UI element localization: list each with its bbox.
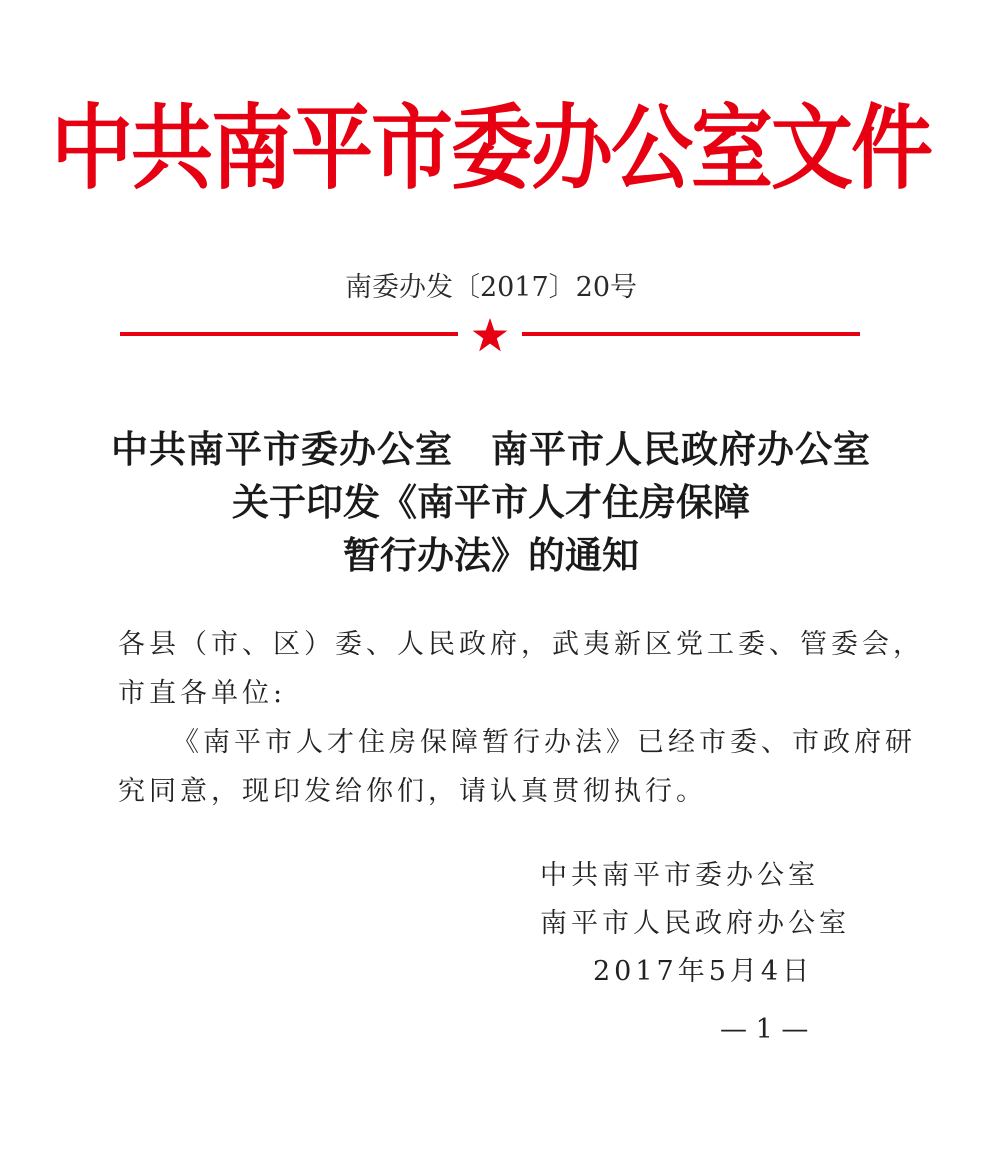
addressee-line-1: 各县（市、区）委、人民政府，武夷新区党工委、管委会， [118, 629, 924, 660]
star-icon [472, 318, 508, 352]
red-divider [120, 318, 860, 352]
document-header-title: 中共南平市委办公室文件 [50, 95, 931, 203]
signature-issuer-1: 中共南平市委办公室 [540, 860, 819, 891]
body-paragraph-line-1: 《南平市人才住房保障暂行办法》已经市委、市政府研 [172, 727, 916, 758]
body-paragraph-line-2: 究同意，现印发给你们，请认真贯彻执行。 [118, 776, 707, 807]
divider-line-right [522, 332, 860, 336]
document-title-line-2: 关于印发《南平市人才住房保障 [232, 481, 750, 524]
signature-date: 2017年5月4日 [593, 956, 814, 987]
document-title-line-3: 暂行办法》的通知 [343, 534, 639, 577]
addressee-line-2: 市直各单位: [118, 678, 287, 709]
document-title-line-1: 中共南平市委办公室 南平市人民政府办公室 [111, 428, 871, 471]
page-number: — 1 — [720, 1014, 809, 1045]
divider-line-left [120, 332, 458, 336]
document-number: 南委办发〔2017〕20号 [344, 272, 638, 303]
signature-issuer-2: 南平市人民政府办公室 [540, 908, 850, 939]
